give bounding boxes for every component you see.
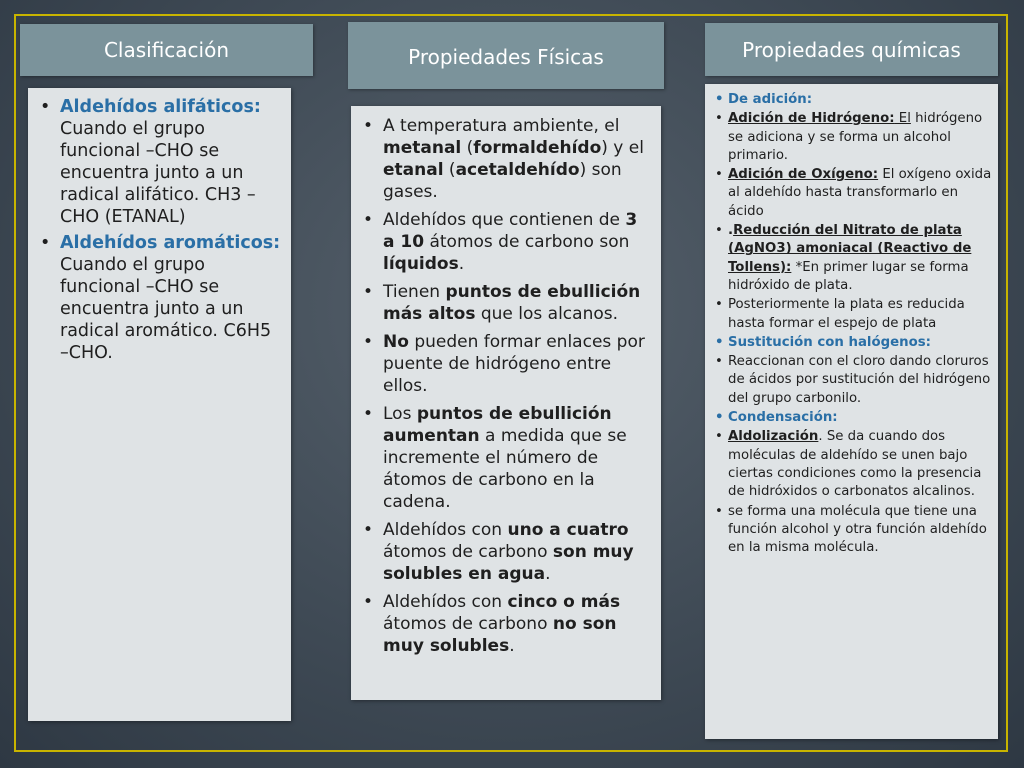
clasificacion-term: Aldehídos aromáticos: <box>60 233 281 253</box>
fisicas-text: . <box>545 564 551 584</box>
fisicas-text: átomos de carbono <box>383 614 553 634</box>
fisicas-text: ) son gases. <box>383 160 622 202</box>
fisicas-text: ( <box>461 138 474 158</box>
fisicas-text: . <box>509 636 515 656</box>
quimicas-item <box>713 353 992 408</box>
fisicas-text: Aldehídos que contienen de <box>383 210 626 230</box>
fisicas-text: átomos de carbono son <box>424 232 630 252</box>
quimicas-item <box>713 222 992 295</box>
panel-propiedades-fisicas <box>351 106 661 700</box>
quimicas-text: Condensación: <box>728 410 838 426</box>
quimicas-text: De adición: <box>728 92 813 107</box>
quimicas-text: . Se da cuando dos moléculas de aldehído se unen bajo ciertas condiciones como la presencia de hidróxidos o carbonatos alcalinos. <box>728 429 982 500</box>
fisicas-text: ) y el <box>601 138 644 158</box>
fisicas-item <box>360 331 651 397</box>
panel-clasificacion <box>28 88 291 721</box>
fisicas-text: que los alcanos. <box>475 304 619 324</box>
panel-propiedades-quimicas <box>705 84 998 739</box>
fisicas-item <box>360 519 651 585</box>
fisicas-text: ( <box>443 160 456 180</box>
quimicas-term: Adición de Hidrógeno: <box>728 111 895 127</box>
quimicas-term: Adición de Oxígeno: <box>728 167 879 183</box>
quimicas-bold-text: . <box>728 223 734 239</box>
fisicas-bold-text: formaldehído <box>473 138 602 158</box>
fisicas-bold-text: líquidos <box>383 254 459 274</box>
fisicas-bold-text: puntos de ebullición aumentan <box>383 404 612 446</box>
fisicas-item <box>360 591 651 657</box>
quimicas-text: Reaccionan con el cloro dando cloruros de ácidos por sustitución del hidrógeno del grupo carbonilo. <box>728 354 991 406</box>
quimicas-text: El oxígeno oxida al aldehído hasta transformarlo en ácido <box>728 167 992 219</box>
fisicas-bold-text: No <box>383 332 409 352</box>
clasificacion-list <box>37 96 283 364</box>
quimicas-section-heading <box>713 409 992 427</box>
header-propiedades-fisicas: Propiedades Físicas <box>348 22 664 89</box>
fisicas-text: pueden formar enlaces por puente de hidrógeno entre ellos. <box>383 332 645 396</box>
clasificacion-term: Aldehídos alifáticos: <box>60 97 261 117</box>
quimicas-item <box>713 296 992 333</box>
fisicas-text: Aldehídos con <box>383 592 508 612</box>
fisicas-bold-text: uno a cuatro <box>507 520 629 540</box>
fisicas-item <box>360 115 651 203</box>
fisicas-item <box>360 403 651 513</box>
quimicas-term: Aldolización <box>728 429 819 445</box>
fisicas-item <box>360 281 651 325</box>
header-clasificacion: Clasificación <box>20 24 313 76</box>
fisicas-bold-text: cinco o más <box>507 592 621 612</box>
quimicas-item <box>713 503 992 558</box>
clasificacion-item <box>37 232 283 364</box>
fisicas-list <box>360 115 651 657</box>
quimicas-text: Sustitución con halógenos: <box>728 334 931 350</box>
fisicas-bold-text: 3 a 10 <box>383 210 638 252</box>
fisicas-text: Los <box>383 404 417 424</box>
fisicas-bold-text: metanal <box>383 138 462 158</box>
quimicas-text: Posteriormente la plata es reducida hasta formar el espejo de plata <box>728 297 965 331</box>
fisicas-text: átomos de carbono <box>383 542 553 562</box>
fisicas-bold-text: son muy solubles en agua <box>383 542 634 584</box>
quimicas-text: *En primer lugar se forma hidróxido de plata. <box>728 259 969 293</box>
fisicas-item <box>360 209 651 275</box>
clasificacion-text: Cuando el grupo funcional –CHO se encuentra junto a un radical alifático. CH3 –CHO (ETANAL) <box>60 119 256 227</box>
quimicas-text: hidrógeno se adiciona y se forma un alcohol primario. <box>728 111 983 163</box>
quimicas-section-heading <box>713 91 992 109</box>
header-propiedades-quimicas: Propiedades químicas <box>705 23 998 76</box>
fisicas-text: Aldehídos con <box>383 520 508 540</box>
fisicas-bold-text: etanal <box>383 160 444 180</box>
quimicas-text: se forma una molécula que tiene una función alcohol y otra función aldehído en la misma molécula. <box>728 503 987 556</box>
clasificacion-text: Cuando el grupo funcional –CHO se encuentra junto a un radical aromático. C6H5 –CHO. <box>60 255 272 363</box>
quimicas-underlined-text: El <box>894 111 911 127</box>
quimicas-item <box>713 166 992 221</box>
fisicas-bold-text: no son muy solubles <box>383 614 617 656</box>
fisicas-bold-text: acetaldehído <box>455 160 580 180</box>
quimicas-term: Reducción del Nitrato de plata (AgNO3) amoniacal (Reactivo de Tollens): <box>728 223 972 275</box>
quimicas-item <box>713 110 992 165</box>
fisicas-text: A temperatura ambiente, el <box>383 116 620 136</box>
fisicas-text: a medida que se incremente el número de átomos de carbono en la cadena. <box>383 426 627 512</box>
quimicas-section-heading <box>713 334 992 352</box>
fisicas-bold-text: puntos de ebullición más altos <box>383 282 641 324</box>
fisicas-text: . <box>458 254 465 274</box>
fisicas-text: Tienen <box>383 282 446 302</box>
quimicas-list <box>713 91 992 557</box>
clasificacion-item <box>37 96 283 228</box>
quimicas-item <box>713 428 992 501</box>
